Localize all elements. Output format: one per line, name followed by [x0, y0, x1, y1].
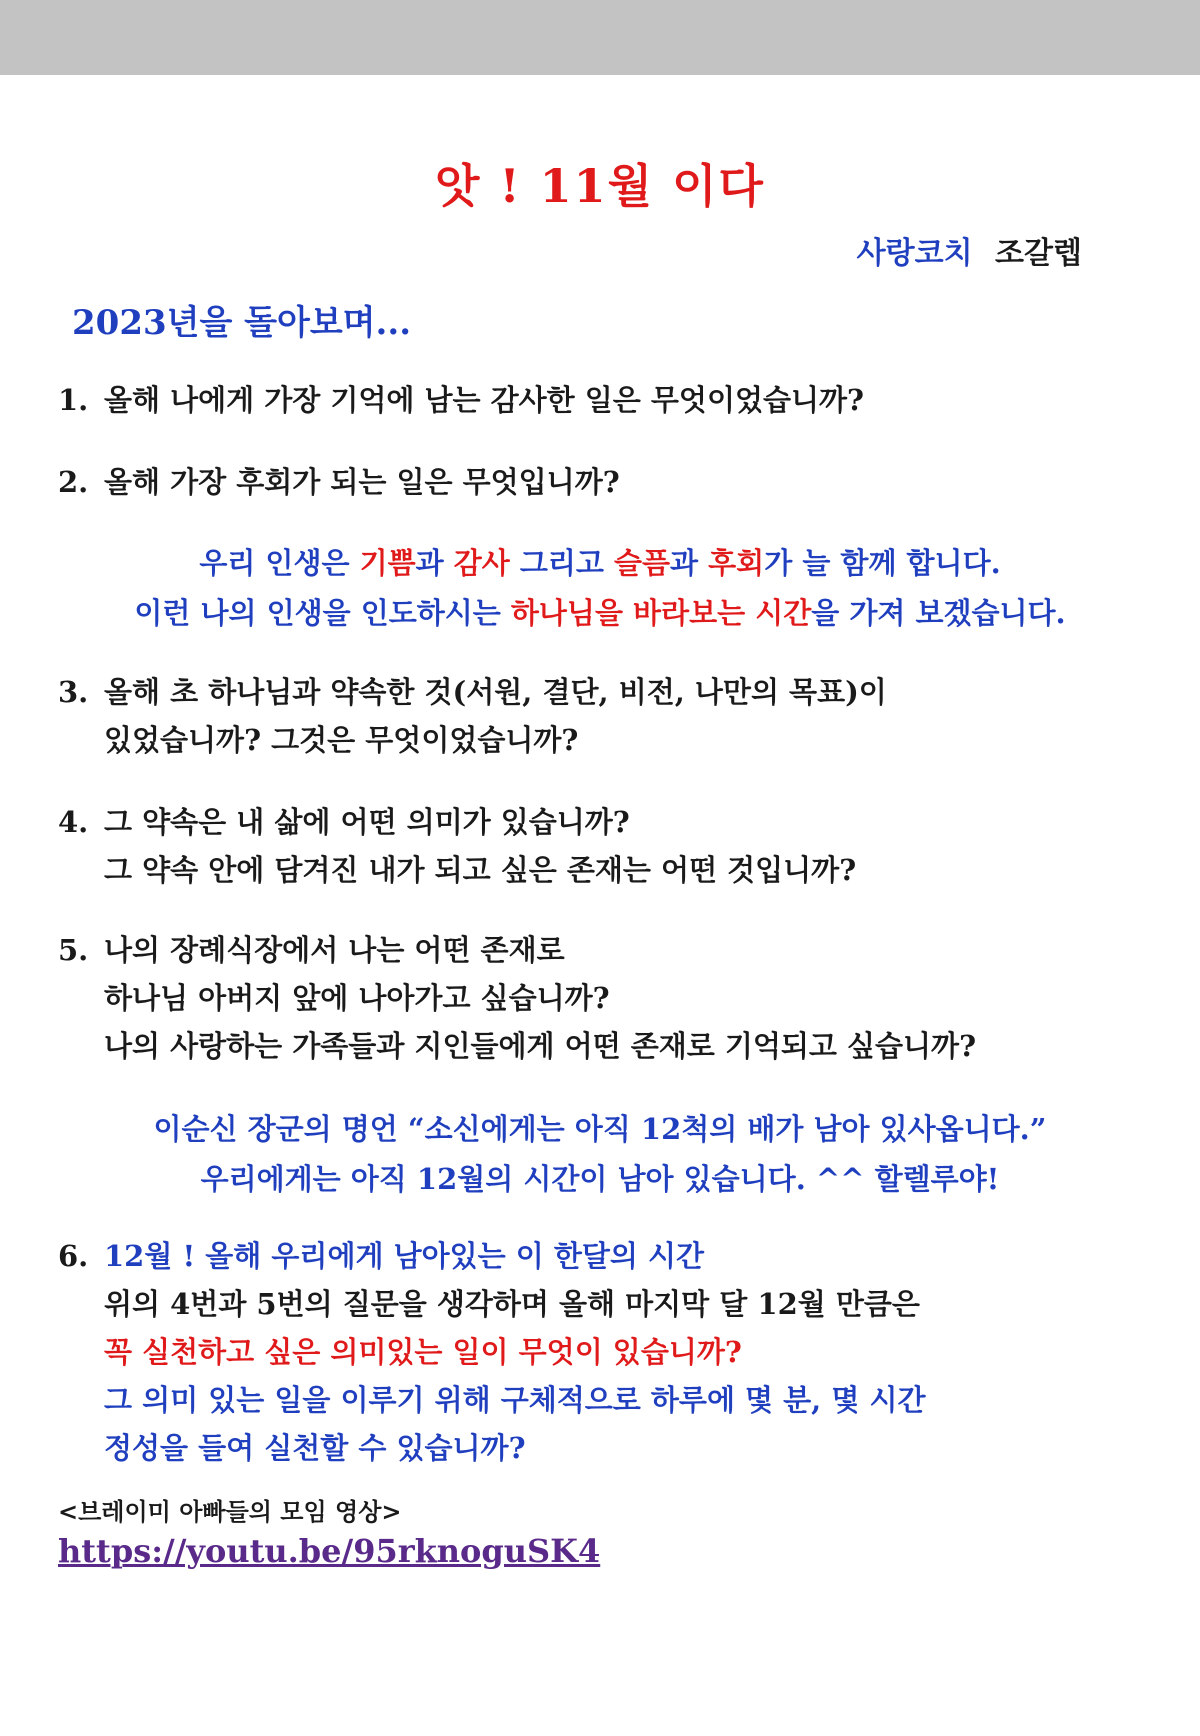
question-number: 5.: [58, 933, 89, 967]
subtitle: 2023년을 돌아보며...: [72, 303, 412, 343]
question-text: 그 약속 안에 담겨진 내가 되고 싶은 존재는 어떤 것입니까?: [104, 853, 857, 887]
message-admiral-line-1: 이순신 장군의 명언 “소신에게는 아직 12척의 배가 남아 있사옵니다.”: [153, 1112, 1047, 1146]
question-2: [58, 458, 620, 506]
question-text: 그 약속은 내 삶에 어떤 의미가 있습니까?: [104, 805, 630, 839]
question-text: 꼭 실천하고 싶은 의미있는 일이 무엇이 있습니까?: [104, 1335, 742, 1369]
question-number: 4.: [58, 805, 89, 839]
question-text: 올해 가장 후회가 되는 일은 무엇입니까?: [104, 465, 620, 499]
question-6: [58, 1232, 926, 1472]
question-3: [58, 668, 887, 764]
message-life-line-2: 이런 나의 인생을 인도하시는 하나님을 바라보는 시간을 가져 보겠습니다.: [134, 596, 1066, 630]
youtube-link[interactable]: https://youtu.be/95rknoguSK4: [58, 1532, 601, 1570]
question-4: [58, 798, 856, 894]
author-name: 조갈렙: [995, 236, 1082, 271]
message-life: [0, 538, 1200, 638]
question-text: 올해 초 하나님과 약속한 것(서원, 결단, 비전, 나만의 목표)이: [104, 675, 887, 709]
question-text: 올해 나에게 가장 기억에 남는 감사한 일은 무엇이었습니까?: [104, 383, 865, 417]
question-text: 나의 장례식장에서 나는 어떤 존재로: [104, 933, 565, 967]
video-label: <브레이미 아빠들의 모임 영상>: [58, 1497, 402, 1526]
message-admiral-line-2: 우리에게는 아직 12월의 시간이 남아 있습니다. ^^ 할렐루야!: [200, 1162, 1000, 1196]
question-text: 나의 사랑하는 가족들과 지인들에게 어떤 존재로 기억되고 싶습니까?: [104, 1029, 977, 1063]
question-number: 6.: [58, 1239, 89, 1273]
author-role: 사랑코치: [856, 236, 973, 271]
question-text: 하나님 아버지 앞에 나아가고 싶습니까?: [104, 981, 610, 1015]
question-number: 1.: [58, 383, 89, 417]
top-bar: [0, 0, 1200, 75]
message-admiral: [0, 1104, 1200, 1204]
question-number: 3.: [58, 675, 89, 709]
question-text: 그 의미 있는 일을 이루기 위해 구체적으로 하루에 몇 분, 몇 시간: [104, 1383, 926, 1417]
message-life-line-1: 우리 인생은 기쁨과 감사 그리고 슬픔과 후회가 늘 함께 합니다.: [199, 546, 1001, 580]
question-text: 정성을 들여 실천할 수 있습니까?: [104, 1431, 526, 1465]
question-text: 12월 ! 올해 우리에게 남아있는 이 한달의 시간: [104, 1239, 704, 1273]
question-text: 위의 4번과 5번의 질문을 생각하며 올해 마지막 달 12월 만큼은: [104, 1287, 920, 1321]
page-title: 앗 ! 11월 이다: [435, 159, 765, 213]
question-text: 있었습니까? 그것은 무엇이었습니까?: [104, 723, 579, 757]
question-1: [58, 376, 864, 424]
question-5: [58, 926, 976, 1070]
author: [857, 228, 1082, 272]
question-number: 2.: [58, 465, 89, 499]
